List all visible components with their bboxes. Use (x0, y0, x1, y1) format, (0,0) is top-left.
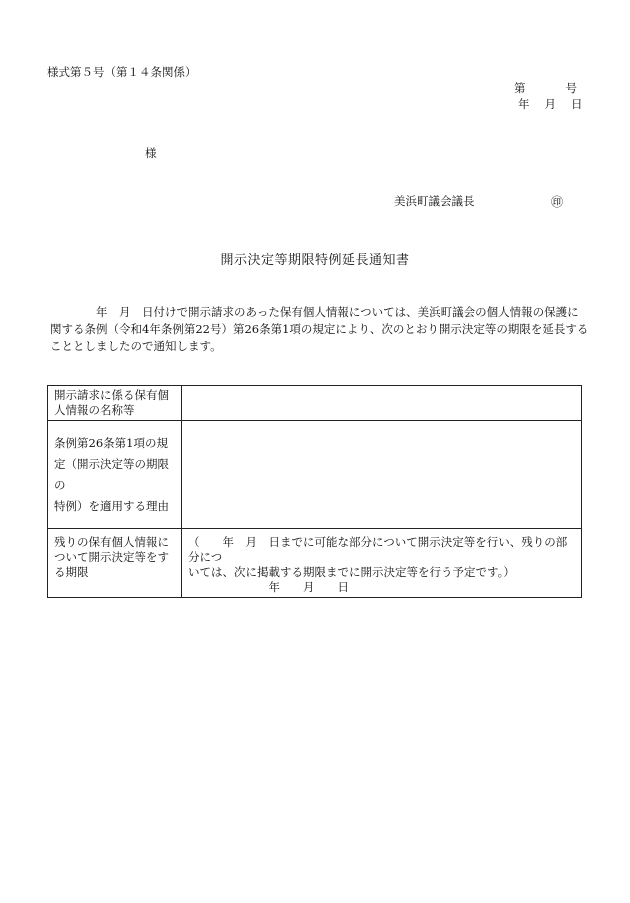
label-line: 特例）を適用する理由 (54, 498, 169, 513)
value-deadline[interactable] (182, 529, 582, 598)
label-line: 人情報の名称等 (54, 403, 135, 417)
form-number: 様式第５号（第１４条関係） (47, 65, 197, 79)
details-table (47, 385, 582, 598)
body-line: こととしましたので通知します。 (50, 339, 222, 353)
date-year: 年 (518, 97, 530, 111)
body-line: 関する条例（令和4年条例第22号）第26条第1項の規定により、次のとおり開示決定等の期限を延長する (50, 322, 589, 336)
label-line: 条例第26条第1項の規 (54, 435, 168, 450)
value-line: 年 月 日 (188, 580, 349, 594)
value-line: （ 年 月 日までに可能な部分について開示決定等を行い、残りの部分につ (188, 535, 568, 564)
label-line: 残りの保有個人情報に (54, 535, 169, 549)
date-day: 日 (571, 97, 583, 111)
label-line: ついて開示決定等をす (54, 550, 169, 564)
document-number (514, 80, 577, 96)
doc-number-prefix: 第 (514, 81, 526, 95)
table-row-deadline (48, 529, 582, 598)
label-line: 定（開示決定等の期限の (54, 456, 169, 492)
document-title: 開示決定等期限特例延長通知書 (220, 253, 410, 268)
label-deadline (48, 529, 182, 598)
value-line: いては、次に掲載する期限までに開示決定等を行う予定です。） (188, 565, 515, 579)
label-line: る期限 (54, 565, 89, 579)
value-info-name[interactable] (182, 386, 582, 421)
date-month: 月 (544, 97, 556, 111)
table-row-reason (48, 421, 582, 529)
label-reason (48, 421, 182, 529)
recipient-honorific: 様 (145, 146, 157, 160)
seal-mark: ㊞ (551, 195, 564, 209)
body-paragraph (50, 304, 590, 355)
body-line: 年 月 日付けで開示請求のあった保有個人情報については、美浜町議会の個人情報の保護に (50, 305, 579, 319)
document-date (518, 96, 598, 112)
label-line: 開示請求に係る保有個 (54, 388, 169, 402)
doc-number-suffix: 号 (565, 81, 577, 95)
label-info-name (48, 386, 182, 421)
value-reason[interactable] (182, 421, 582, 529)
table-row-info-name (48, 386, 582, 421)
sender-name: 美浜町議会議長 (394, 194, 475, 208)
